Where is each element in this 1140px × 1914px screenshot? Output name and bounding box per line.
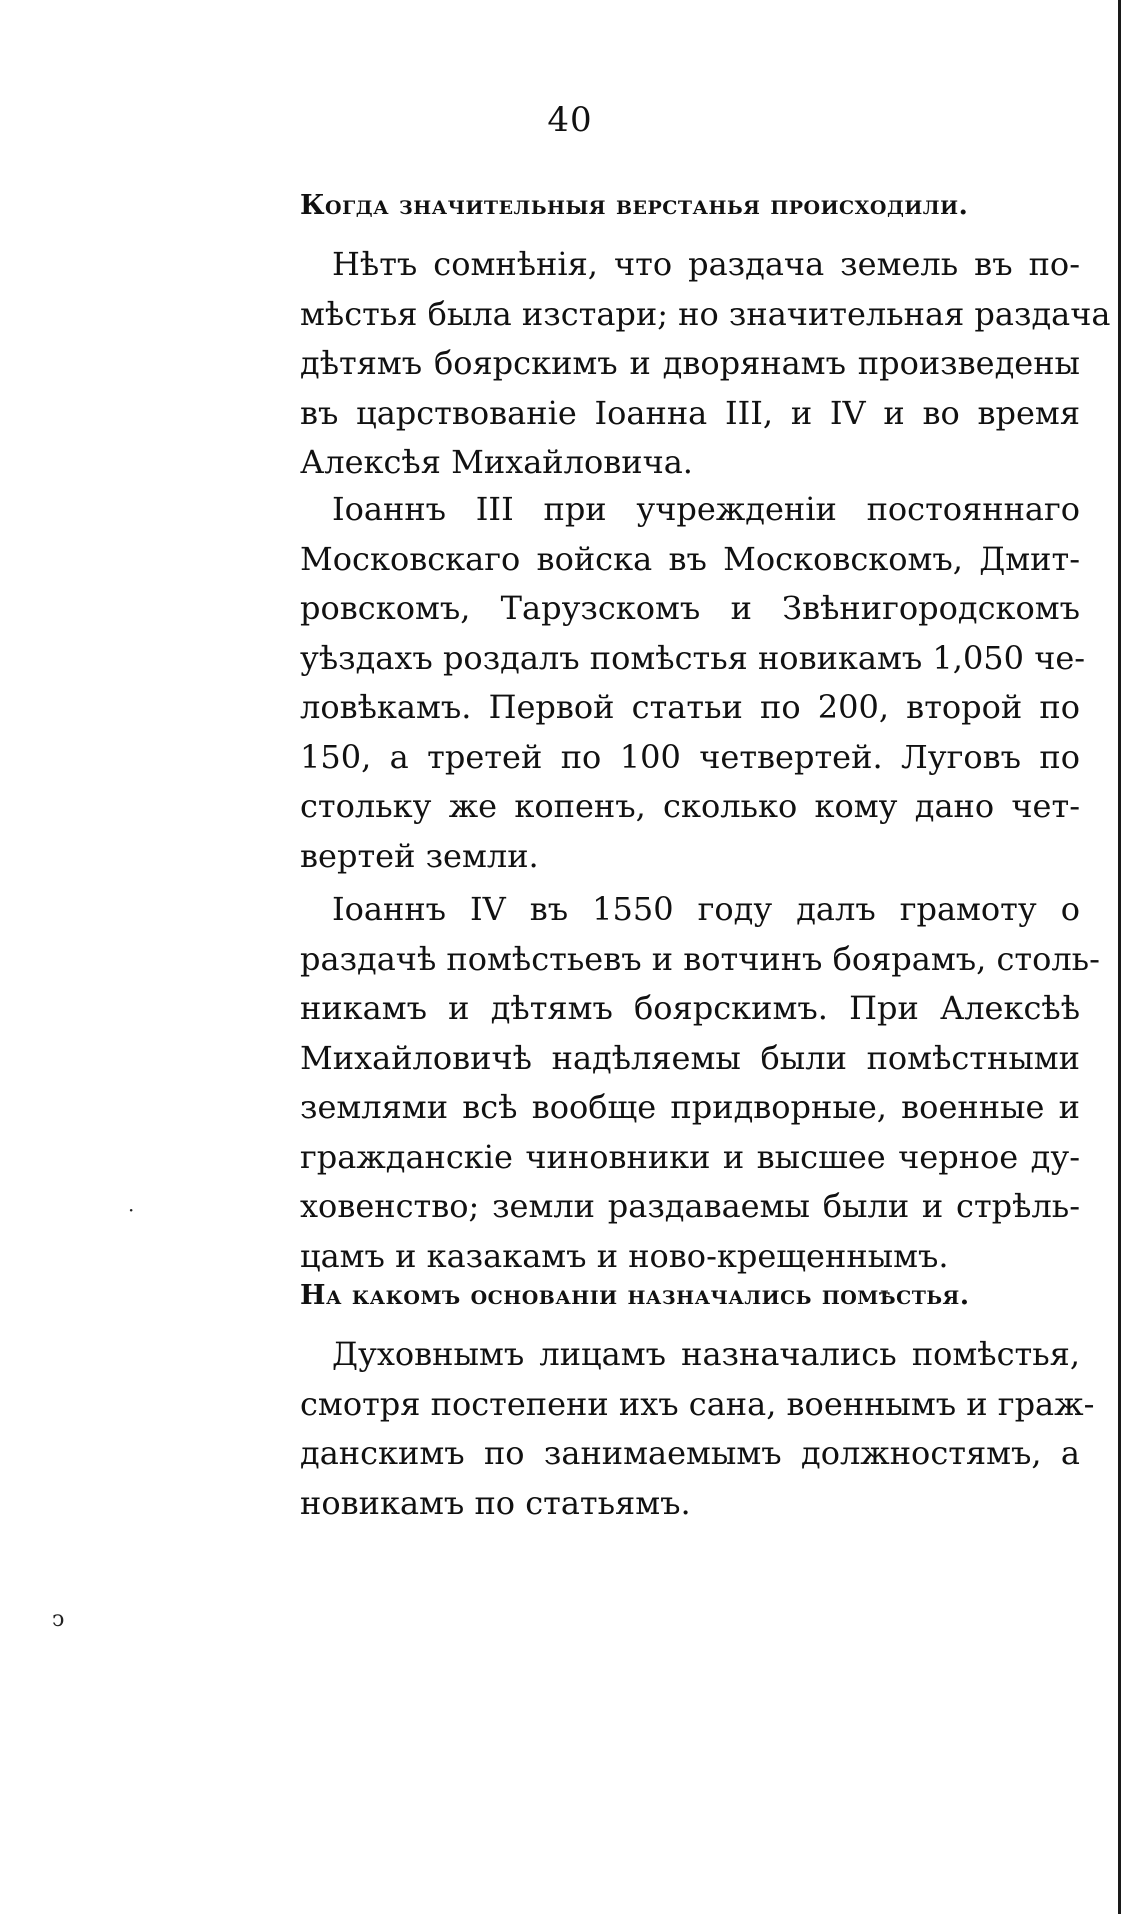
page-edge-rule [1118,0,1121,1914]
text-line: землями всѣ вообще придворные, военные и [300,1088,1080,1126]
text-line: Московскаго войска въ Московскомъ, Дмит- [300,539,1080,578]
text-line: 150, а третей по 100 четвертей. Луговъ по [300,737,1080,776]
paragraph-1 [300,240,1111,488]
text-line: въ царствованіе Іоанна III, и IV и во время [300,393,1080,432]
text-line: Іоаннъ III при учрежденіи постояннаго [332,490,1080,528]
paragraph-4 [300,1330,1095,1528]
text-line: Іоаннъ IV въ 1550 году далъ грамоту о [332,890,1080,928]
text-line: Нѣтъ сомнѣнія, что раздача земель въ по- [332,245,1080,283]
text-line: гражданскіе чиновники и высшее черное ду- [300,1137,1080,1176]
text-line: вертей земли. [300,836,539,875]
print-speck: ↄ [52,1607,65,1632]
text-line: мѣстья была изстари; но значительная раздача [300,294,1111,333]
print-speck: · [128,1198,135,1222]
section-heading-2: На какомъ основаніи назначались помѣстья. [300,1280,970,1311]
text-line: ховенство; земли раздаваемы были и стрѣль- [300,1187,1080,1225]
text-line: смотря постепени ихъ сана, военнымъ и граж- [300,1384,1095,1423]
text-line: ровскомъ, Тарузскомъ и Звѣнигородскомъ [300,589,1080,627]
page-number: 40 [547,100,593,140]
text-line: никамъ и дѣтямъ боярскимъ. При Алексѣѣ [300,989,1080,1027]
paragraph-3 [300,885,1100,1281]
text-line: раздачѣ помѣстьевъ и вотчинъ боярамъ, столь- [300,939,1100,978]
text-line: Алексѣя Михайловича. [300,443,693,481]
text-line: новикамъ по статьямъ. [300,1483,691,1522]
text-line: стольку же копенъ, сколько кому дано чет- [300,787,1080,825]
text-line: данскимъ по занимаемымъ должностямъ, а [300,1434,1080,1472]
text-line: уѣздахъ роздалъ помѣстья новикамъ 1,050 че- [300,638,1086,677]
paragraph-2 [300,485,1086,881]
text-line: дѣтямъ боярскимъ и дворянамъ произведены [300,344,1080,382]
text-line: ловѣкамъ. Первой статьи по 200, второй по [300,688,1080,726]
text-line: Михайловичѣ надѣляемы были помѣстными [300,1038,1080,1077]
text-line: Духовнымъ лицамъ назначались помѣстья, [332,1335,1080,1373]
section-heading-1: Когда значительныя верстанья происходили. [300,190,969,221]
text-line: цамъ и казакамъ и ново-крещеннымъ. [300,1236,949,1275]
